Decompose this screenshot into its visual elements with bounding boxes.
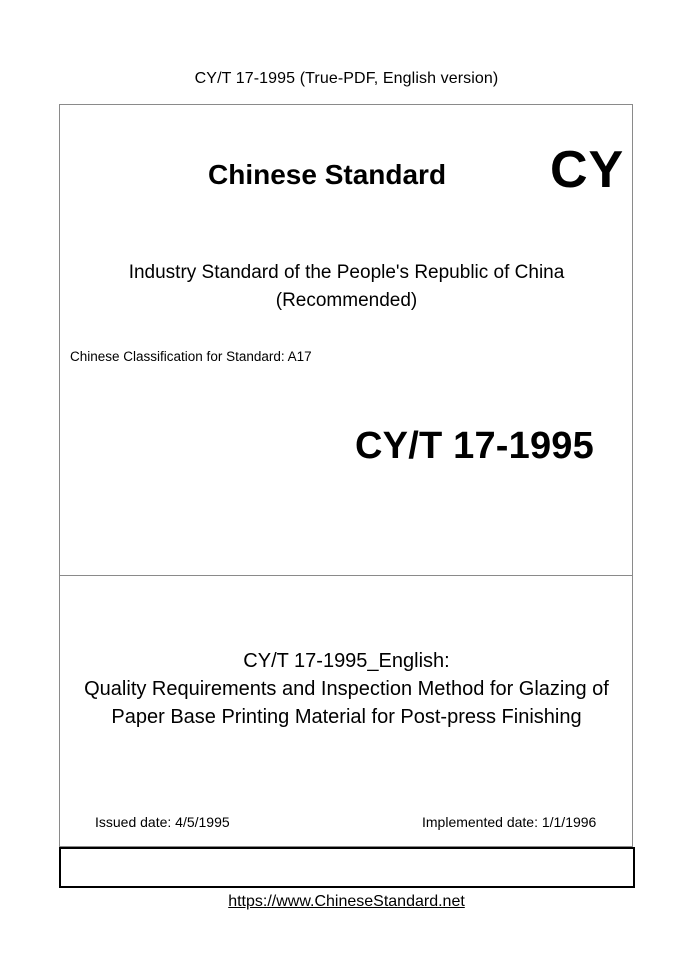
document-number: CY/T 17-1995 <box>355 425 594 467</box>
document-header: CY/T 17-1995 (True-PDF, English version) <box>194 70 499 87</box>
standard-title: Chinese Standard <box>208 159 447 190</box>
standard-code-badge: CY <box>550 141 625 199</box>
english-title-line-1: CY/T 17-1995_English: <box>243 650 450 672</box>
footer <box>0 893 693 911</box>
industry-standard-line: Industry Standard of the People's Republic of China <box>128 262 565 283</box>
recommended-label: (Recommended) <box>275 290 418 311</box>
cover-bottom-box <box>59 847 635 888</box>
english-title-line-3: Paper Base Printing Material for Post-press Finishing <box>111 706 582 728</box>
website-link[interactable]: https://www.ChineseStandard.net <box>228 893 465 910</box>
implemented-date: Implemented date: 1/1/1996 <box>422 814 597 830</box>
english-title-block <box>0 647 693 731</box>
issued-date: Issued date: 4/5/1995 <box>95 814 230 830</box>
classification-label: Chinese Classification for Standard: A17 <box>70 349 312 364</box>
english-title-line-2: Quality Requirements and Inspection Method for Glazing of <box>84 678 609 700</box>
